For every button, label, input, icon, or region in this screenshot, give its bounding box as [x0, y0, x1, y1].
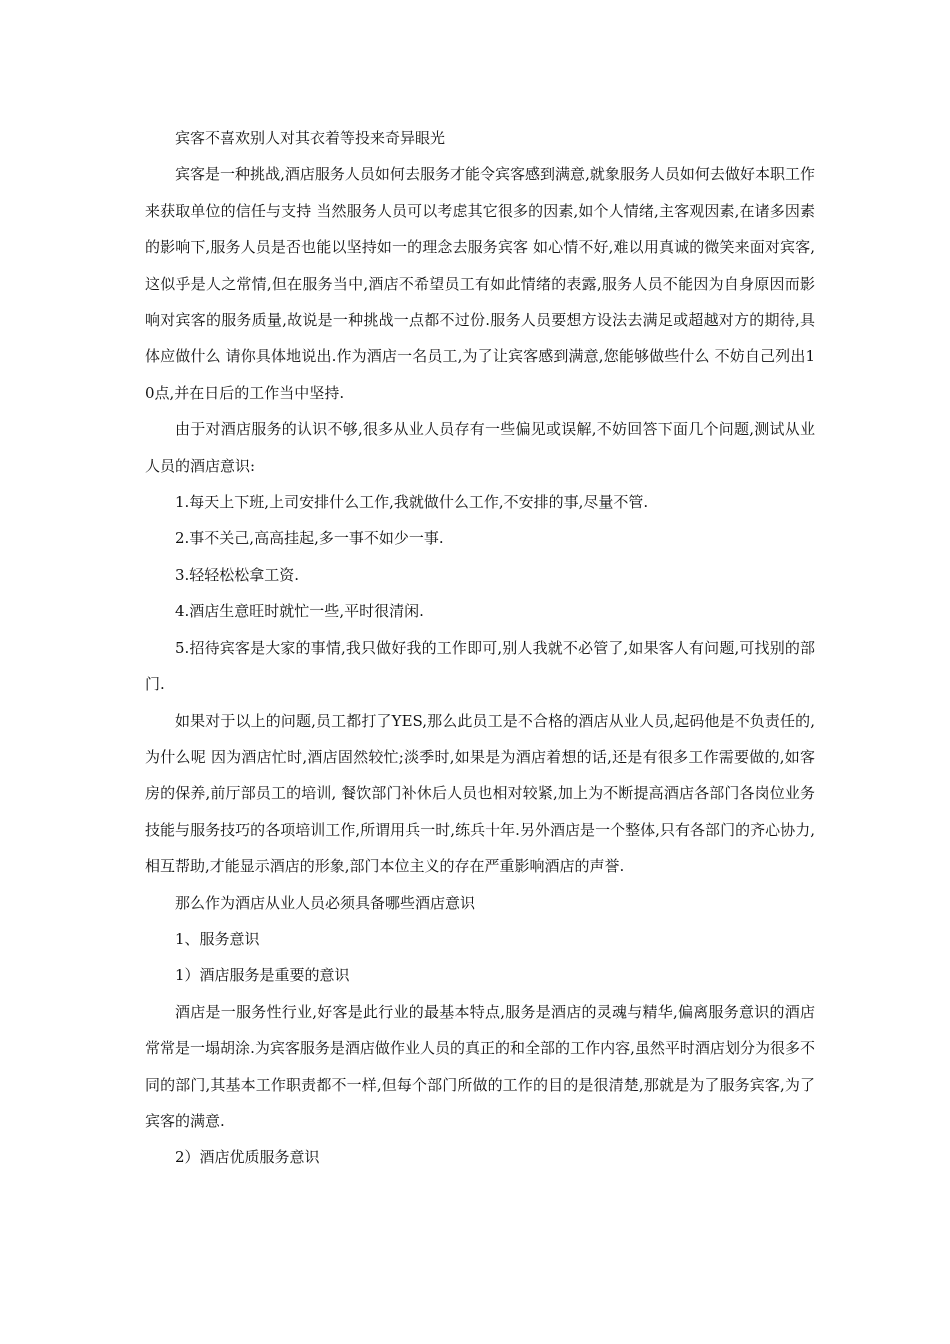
quiz-item-3: 3.轻轻松松拿工资. — [175, 565, 300, 584]
paragraph-service-industry: 酒店是一服务性行业,好客是此行业的最基本特点,服务是酒店的灵魂与精华,偏离服务意识的酒店常常是一塌胡涂.为宾客服务是酒店做作业人员的真正的和全部的工作内容,虽然平时酒店划分为很多不同的部门,其基本工作职责都不一样,但每个部门所做的工作的目的是很清楚,那就是为了服务宾客,为了宾客的满意. — [145, 1002, 815, 1130]
heading-service-awareness: 1、服务意识 — [175, 929, 260, 948]
quiz-item-2: 2.事不关己,高高挂起,多一事不如少一事. — [175, 529, 444, 548]
paragraph-quiz-intro: 由于对酒店服务的认识不够,很多从业人员存有一些偏见或误解,不妨回答下面几个问题,测试从业人员的酒店意识: — [145, 420, 815, 475]
paragraph-awareness-question: 那么作为酒店从业人员必须具备哪些酒店意识 — [175, 893, 476, 912]
paragraph-guest-challenge: 宾客是一种挑战,酒店服务人员如何去服务才能令宾客感到满意,就象服务人员如何去做好本职工作来获取单位的信任与支持 当然服务人员可以考虑其它很多的因素,如个人情绪,主客观因素,在诸多因素的影响下,服务人员是否也能以坚持如一的理念去服务宾客 如心情不好,难以用真诚的微笑来面对宾客,这似乎是人之常情,但在服务当中,酒店不希望员工有如此情绪的表露,服务人员不能因为自身原因而影响对宾客的服务质量,故说是一种挑战一点都不过份.服务人员要想方设法去满足或超越对方的期待,具体应做什么 请你具体地说出.作为酒店一名员工,为了让宾客感到满意,您能够做些什么 不妨自己列出10点,并在日后的工作当中坚持. — [145, 165, 815, 402]
quiz-item-5: 5.招待宾客是大家的事情,我只做好我的工作即可,别人我就不必管了,如果客人有问题,可找别的部门. — [145, 638, 815, 694]
quiz-item-4: 4.酒店生意旺时就忙一些,平时很清闲. — [175, 602, 424, 621]
paragraph-quiz-answer: 如果对于以上的问题,员工都打了YES,那么此员工是不合格的酒店从业人员,起码他是不负责任的,为什么呢 因为酒店忙时,酒店固然较忙;淡季时,如果是为酒店着想的话,还是有很多工作需要做的,如客房的保养,前厅部员工的培训, 餐饮部门补休后人员也相对较紧,加上为不断提高酒店各部门各岗位业务技能与服务技巧的各项培训工作,所谓用兵一时,练兵十年.另外酒店是一个整体,只有各部门的齐心协力,相互帮助,才能显示酒店的形象,部门本位主义的存在严重影响酒店的声誉. — [145, 711, 815, 876]
document-body — [145, 120, 815, 1176]
quiz-item-1: 1.每天上下班,上司安排什么工作,我就做什么工作,不安排的事,尽量不管. — [175, 493, 649, 512]
paragraph-guest-dislike: 宾客不喜欢别人对其衣着等投来奇异眼光 — [175, 129, 446, 147]
subheading-service-important: 1）酒店服务是重要的意识 — [175, 966, 350, 985]
subheading-quality-service: 2）酒店优质服务意识 — [175, 1148, 320, 1167]
